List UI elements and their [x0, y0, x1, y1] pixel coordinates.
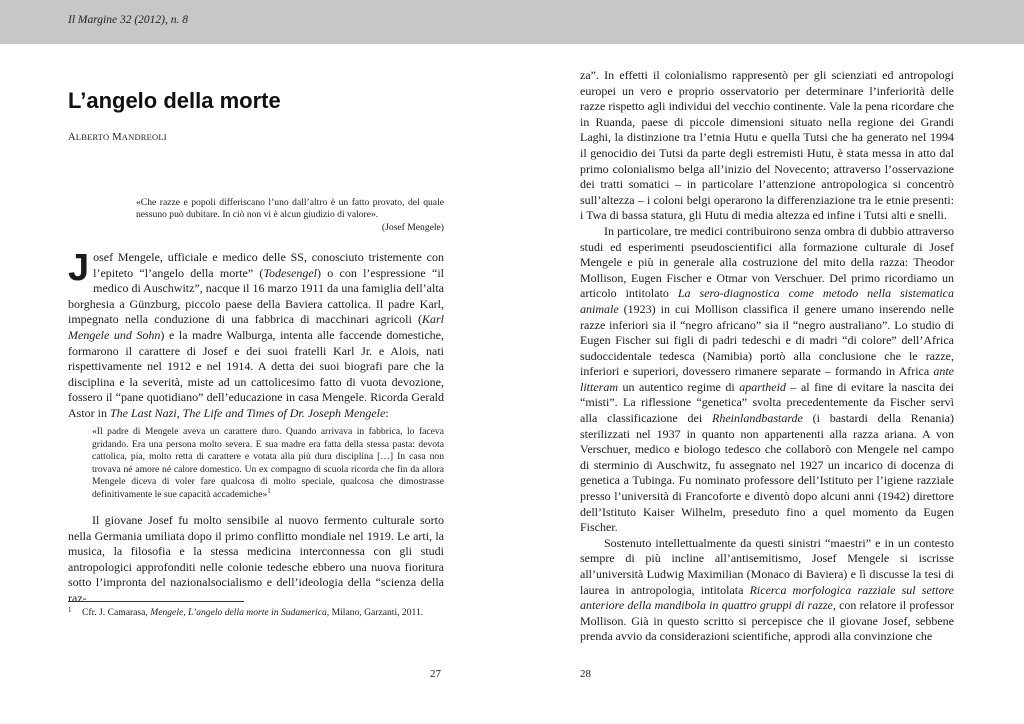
right-page — [512, 44, 1024, 724]
epigraph-text: «Che razze e popoli differiscano l’uno dall’altro è un fatto provato, del quale nessuno può dubitare. In ciò non vi è alcun giudizio di valore». — [136, 197, 444, 221]
italic-run: Karl Mengele und Sohn — [68, 312, 444, 342]
drop-cap: J — [68, 247, 90, 289]
block-quote-text: «Il padre di Mengele aveva un carattere duro. Quando arrivava in fabbrica, lo faceva gridando. Era una persona molto severa. E sua madre era fatta della stessa pasta: devota cattolica, pia, molto retta di carattere e votata alla più dura disciplina […] In casa non trovava né amore né calore domestico. Un ex compagno di scuola ricorda che fin da allora Mengele diceva di voler fare qualcosa di molto speciale, qualcosa che dimostrasse definitivamente le sue capacità accademiche» — [92, 426, 444, 500]
page-number: 28 — [580, 668, 591, 680]
italic-run: Rheinlandbastarde — [712, 411, 803, 426]
text-run: un autentico regime di — [618, 379, 740, 394]
paragraph-3: za”. In effetti il colonialismo rappresentò per gli scienziati ed antropologi europei un vero e proprio osservatorio per determinare l’inferiorità delle razze rispetto agli individui del vecchio continente. Vale la pena ricordare che in Ruanda, paese di piccole dimensioni situato nella regione dei Grandi Laghi, la distinzione tra l’etnia Hutu e quella Tutsi che ha generato nel 1994 il genocidio dei Tutsi da parte degli estremisti Hutu, è stata messa in atto dal primo colonialismo belga all’inizio del Novecento; attraverso l’osservazione dei tratti somatici – in particolare l’attenzione antropologica si concentrò sull’altezza – i coloni belgi operarono la differenziazione tra le etnie presenti: i Twa di bassa statura, gli Hutu di media altezza ed infine i Tutsi alti e snelli. — [580, 68, 954, 223]
italic-run: La sero-diagnostica come metodo nella sistematica animale — [580, 286, 954, 316]
footnote — [68, 607, 444, 620]
right-body — [580, 68, 954, 645]
text-run: In particolare, tre medici contribuirono senza ombra di dubbio attraverso studi ed esperimenti pseudoscientifici alla formazione culturale di Josef Mengele e più in generale alla costruzione del mito della razza: Theodor Mollison, Eugen Fischer e Otmar von Verschuer. Del primo ricordiamo un articolo intitolato — [580, 223, 954, 301]
paragraph-5 — [580, 536, 954, 645]
italic-run: The Last Nazi, The Life and Times of Dr. Joseph Mengele — [110, 405, 386, 420]
text-run: Sostenuto intellettualmente da questi sinistri “maestri” e in un contesto sempre di più incline all’antisemitismo, Josef Mengele si iscrisse all’università Ludwig Maximilian (Monaco di Baviera) e lì discusse la tesi di laurea in antropologia, intitolata — [580, 535, 954, 597]
italic-run: Mengele, L’angelo della morte in Sudamerica, — [150, 607, 330, 618]
running-head-bar — [0, 0, 1024, 44]
footnote-mark: 1 — [68, 606, 72, 614]
paragraph-2-text: Il giovane Josef fu molto sensibile al nuovo fermento culturale sorto nella Germania umiliata dopo il primo conflitto mondiale nel 1919. Le arti, la musica, la filosofia e la stessa medicina interconnessa con gli studi antropologici approfonditi nelle colonie tedesche ebbero una nuova fioritura sotto l’impronta del nazionalsocialismo e dell’ideologia della “scienza della raz- — [68, 513, 444, 605]
block-quote — [92, 426, 444, 502]
text-run: ) e la madre Walburga, intenta alle faccende domestiche, formarono il carattere di Josef e dei suoi fratelli Karl Jr. e Alois, nati rispettivamente nel 1912 e nel 1914. A detta dei suoi biografi pare che la disciplina e la severità, miste ad un cattolicesimo fatto di vuota devozione, fossero il “pane quotidiano” dell’educazione in casa Mengele. Ricorda Gerald Astor in — [68, 327, 444, 420]
footnote-divider — [68, 601, 244, 602]
text-run: : — [385, 405, 389, 420]
page-number: 27 — [430, 668, 441, 680]
italic-run: apartheid — [739, 379, 786, 394]
text-run: (1923) in cui Mollison classifica il genere umano inserendo nelle razze inferiori sia il “negro africano” sia il “negro australiano”. Lo studio di Eugen Fischer sui figli di padri tedeschi e di madri “di colore” dell’Africa sudoccidentale tedesca (Namibia) portò alla conclusione che le razze, inferiori e superiori, dovessero rimanere separate – formando in Africa — [580, 301, 954, 379]
text-run: – al fine di evitare la nascita dei “misti”. La riflessione “genetica” svolta precedentemente da Fischer servì alla classificazione dei — [580, 379, 954, 426]
epigraph-source: (Josef Mengele) — [381, 221, 444, 233]
text-run: , con relatore il professor Mollison. Già in questo scritto si percepisce che il giovane Josef, sebbene prenda avvio da considerazioni scientifiche, approdi alla convinzione che — [580, 598, 954, 644]
text-run: osef Mengele, ufficiale e medico delle SS, conosciuto tristemente con l’epiteto “l’angelo della morte” ( — [93, 250, 444, 280]
left-page — [0, 44, 512, 724]
article-title: L’angelo della morte — [68, 88, 281, 113]
italic-run: Ricerca morfologica razziale sul settore anteriore della mandibola in quattro gruppi di razze — [580, 582, 954, 613]
author-name: ALBERTO MANDREOLI — [68, 132, 167, 143]
paragraph-4 — [580, 224, 954, 536]
epigraph — [136, 197, 444, 234]
running-head: Il Margine 32 (2012), n. 8 — [68, 14, 188, 26]
italic-run: ante litteram — [580, 364, 954, 394]
text-run: Cfr. J. Camarasa, — [82, 607, 151, 618]
paragraph-2 — [68, 513, 444, 607]
text-run: ) o con l’espressione “il medico di Auschwitz”, nacque il 16 marzo 1911 da una famiglia dell’alta borghesia a Günzburg, piccolo paese della Baviera cattolica. Il padre Karl, impegnato nella conduzione di una fabbrica di macchinari agricoli ( — [68, 265, 444, 327]
text-run: (i bastardi della Renania) sterilizzati nel 1937 in quanto non appartenenti alla razza ariana. A von Verschuer, medico e biologo tedesco che collaborò con Mengele nel campo di sterminio di Auschwitz, fu assegnato nel 1927 un incarico di docenza di genetica a Tubinga. Fu nominato professore dell’Istituto per l’igiene razziale presso l’università di Francoforte e diventò dopo alcuni anni (1942) direttore dell’Istituto Kaiser Wilhelm, preseduto fino a quel momento da Eugen Fischer. — [580, 411, 955, 535]
italic-run: Todesengel — [263, 265, 317, 280]
paragraph-1 — [68, 247, 444, 422]
text-run: Milano, Garzanti, 2011. — [329, 607, 424, 618]
footnote-ref[interactable]: 1 — [267, 486, 271, 495]
